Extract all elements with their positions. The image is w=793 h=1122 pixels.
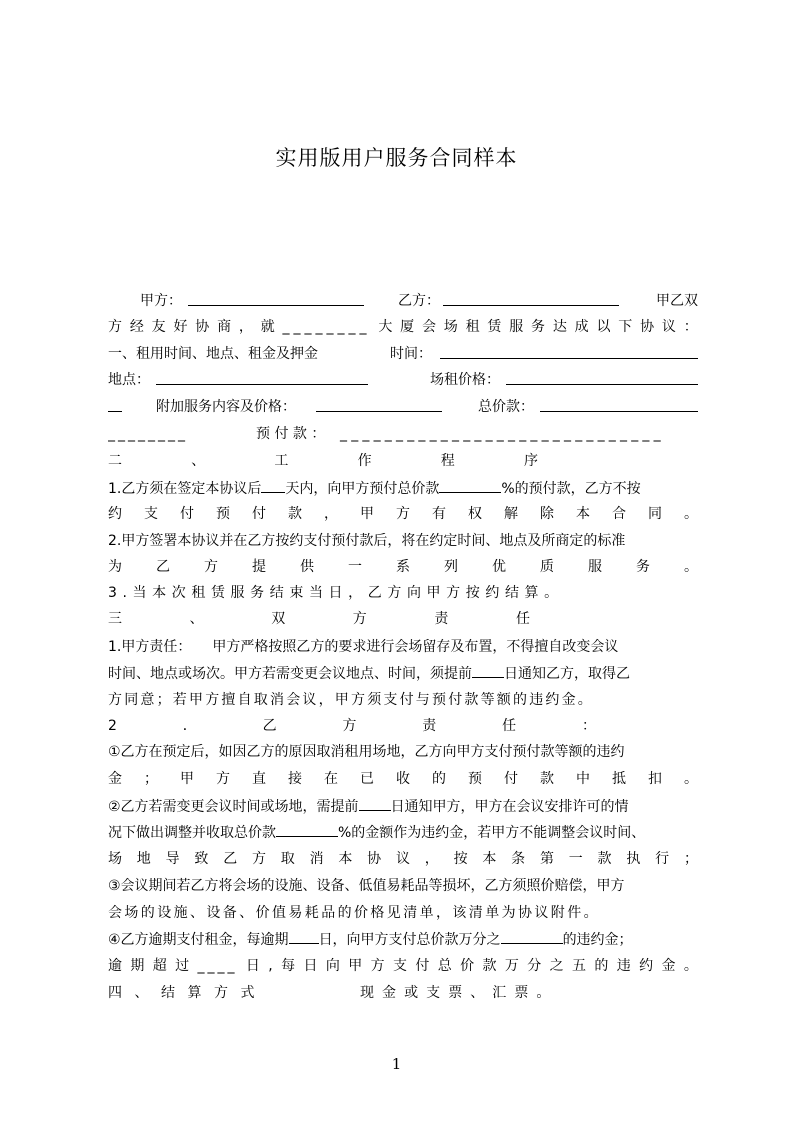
char: 议 (661, 319, 676, 335)
char: 扣 (648, 771, 662, 787)
char: 日 (303, 958, 318, 974)
clause-3-1: 1.甲方责任： 甲方严格按照乙方的要求进行会场留存及布置，不得擅自改变会议 (108, 639, 619, 655)
char: ， (324, 506, 338, 522)
char: 。 (684, 506, 698, 522)
char: 。 (684, 771, 698, 787)
section-3-heading (108, 608, 530, 630)
char: 的 (594, 958, 609, 974)
char: 一 (348, 559, 362, 575)
char: 付 (504, 771, 518, 787)
char: 务 (531, 319, 545, 335)
char: 中 (576, 771, 590, 787)
char: 过 (175, 958, 190, 974)
negotiation-line (108, 316, 698, 338)
clause-2-1 (108, 477, 698, 499)
clause-text: 日，向甲方支付总价款万分之 (318, 932, 501, 948)
char: 约 (108, 506, 122, 522)
char: 方 (352, 611, 367, 627)
price-blank-continued[interactable] (108, 396, 122, 412)
char: 以 (596, 319, 611, 335)
char: ； (144, 771, 158, 787)
char: 期 (130, 958, 145, 974)
char: 责 (422, 718, 437, 734)
char: 达 (552, 319, 567, 335)
char: 有 (432, 506, 446, 522)
clause-3-2-item-2-continued (108, 821, 698, 843)
char: 在 (324, 771, 338, 787)
char: 就 (260, 319, 275, 335)
char: 下 (618, 319, 633, 335)
place-blank[interactable] (156, 369, 368, 385)
char: 本 (482, 851, 497, 867)
party-a-blank[interactable] (188, 290, 364, 306)
char: 议 (395, 851, 410, 867)
clause-text: 时间、地点或场次。甲方若需变更会议地点、时间，须提前 (108, 666, 472, 682)
char: 。 (683, 958, 698, 974)
char: 金 (108, 771, 122, 787)
party-a-label: 甲方： (140, 293, 182, 309)
price-blank[interactable] (506, 369, 698, 385)
char: 消 (309, 851, 324, 867)
char: 第 (539, 851, 554, 867)
section-4-line (108, 982, 698, 1004)
deposit-blank[interactable]: _____________________________ (340, 426, 665, 442)
char: 成 (574, 319, 589, 335)
char: 双 (271, 611, 286, 627)
char: ， (424, 851, 439, 867)
char: 预 (216, 506, 230, 522)
char: 方 (204, 559, 218, 575)
char: 支 (392, 958, 407, 974)
char: 任 (502, 718, 517, 734)
page-number: 1 (391, 1055, 402, 1073)
char: ， (238, 319, 253, 335)
char: 大 (378, 319, 393, 335)
char: 租 (465, 319, 480, 335)
char: 款 (597, 851, 612, 867)
clause-text: 1.乙方须在签定本协议后 (108, 481, 262, 497)
clause-3-1-end: 方同意；若甲方擅自取消会议，甲方须支付与预付款等额的违约金。 (108, 692, 594, 708)
char: 约 (639, 958, 654, 974)
char: 解 (504, 506, 518, 522)
char: 日 (245, 958, 260, 974)
days-blank[interactable] (261, 477, 285, 493)
clause-3-1-continued (108, 662, 698, 684)
char: 付 (252, 506, 266, 522)
char: ； (683, 851, 698, 867)
char: 向 (325, 958, 340, 974)
party-b-blank[interactable] (443, 290, 619, 306)
clause-text: ④乙方逾期支付租金，每逾期 (108, 932, 289, 948)
char: 服 (509, 319, 524, 335)
char: ： (581, 718, 596, 734)
char: 乙 (223, 851, 238, 867)
place-price-line (108, 369, 698, 391)
clause-3-2-item-3: ③会议期间若乙方将会场的设施、设备、低值易耗品等损坏，乙方须照价赔偿，甲方 (108, 878, 625, 894)
char: , (268, 958, 273, 974)
party-b-label: 乙方： (398, 293, 440, 309)
char: 合 (612, 506, 626, 522)
char: 系 (396, 559, 410, 575)
char: 款 (540, 771, 554, 787)
clause-3-2-heading (108, 715, 596, 737)
clause-text: ②乙方若需变更会议时间或场地，需提前 (108, 799, 359, 815)
clause-3-2-item-4-continued (108, 955, 698, 977)
notice-days-blank[interactable] (472, 662, 504, 678)
parties-line (108, 290, 698, 312)
char: 行 (655, 851, 670, 867)
char: 赁 (487, 319, 502, 335)
char: 一 (568, 851, 583, 867)
char: 本 (338, 851, 353, 867)
char: 除 (540, 506, 554, 522)
section-2-heading (108, 450, 538, 472)
clause-3-2-item-1: ①乙方在预定后，如因乙方的原因取消租用场地，乙方向甲方支付预付款等额的违约 (108, 744, 625, 760)
char: 方 (342, 718, 357, 734)
deposit-line (108, 423, 698, 445)
char: 方 (370, 958, 385, 974)
extra-services-blank[interactable] (316, 396, 442, 412)
char: 会 (421, 319, 436, 335)
char: 超 (152, 958, 167, 974)
char: 每 (281, 958, 296, 974)
char: 责 (434, 611, 449, 627)
clause-text: %的金额作为违约金，若甲方不能调整会议时间、 (338, 825, 646, 841)
clause-3-2-item-2-end (108, 848, 698, 870)
char: 已 (360, 771, 374, 787)
char: 三 (108, 611, 122, 627)
char: ： (683, 319, 698, 335)
overdue-days-blank[interactable] (289, 928, 319, 944)
char: 导 (165, 851, 180, 867)
char: 之 (549, 958, 564, 974)
char: 地 (136, 851, 151, 867)
char: 金 (661, 958, 676, 974)
clause-2-1-continued (108, 503, 698, 525)
char: 、 (191, 453, 206, 469)
building-name-blank[interactable]: ________ (282, 319, 371, 335)
char: 、 (189, 611, 204, 627)
char: 列 (444, 559, 458, 575)
char: 协 (640, 319, 655, 335)
char: 预 (468, 771, 482, 787)
char: 抵 (612, 771, 626, 787)
char: 付 (415, 958, 430, 974)
clause-3-2-item-2 (108, 795, 698, 817)
char: 同 (648, 506, 662, 522)
char: 取 (280, 851, 295, 867)
deposit-label: 预 付 款 ： (256, 426, 326, 442)
char: 工 (274, 453, 289, 469)
total-price-blank-continued[interactable]: ________ (108, 426, 188, 442)
char: 价 (460, 958, 475, 974)
char: 程 (440, 453, 455, 469)
char: 好 (173, 319, 188, 335)
char: 二 (108, 453, 122, 469)
clause-text: 的违约金； (562, 932, 633, 948)
char: 致 (194, 851, 209, 867)
clause-3-2-item-3-continued: 会场的设施、设备、价值易耗品的价格见清单，该清单为协议附件。 (108, 905, 600, 921)
char: 序 (523, 453, 538, 469)
char: 乙 (156, 559, 170, 575)
char: 款 (288, 506, 302, 522)
char: 场 (108, 851, 122, 867)
char: 协 (367, 851, 382, 867)
char: 场 (443, 319, 458, 335)
clause-3-2-item-1-continued (108, 768, 698, 790)
char: 为 (108, 559, 122, 575)
char: 直 (252, 771, 266, 787)
both-parties-text: 甲乙双 (656, 293, 698, 309)
section-1-heading-line (108, 343, 698, 365)
char: 作 (357, 453, 372, 469)
clause-2-3: 3.当本次租赁服务结束当日，乙方向甲方按约结算。 (108, 585, 564, 601)
time-blank[interactable] (440, 343, 698, 359)
char: 甲 (180, 771, 194, 787)
char: 乙 (262, 718, 277, 734)
char: 总 (437, 958, 452, 974)
char: 按 (453, 851, 468, 867)
char: 逾 (108, 958, 122, 974)
price-label: 场租价格： (430, 372, 500, 388)
clause-2-2-continued (108, 556, 698, 578)
place-label: 地点： (108, 372, 150, 388)
time-label: 时间： (390, 346, 432, 362)
clause-2-2: 2.甲方签署本协议并在乙方按约支付预付款后，将在约定时间、地点及所商定的标准 (108, 533, 626, 549)
char: 的 (432, 771, 446, 787)
clause-text: %的预付款，乙方不按 (501, 481, 641, 497)
char: 任 (515, 611, 530, 627)
char: 支 (144, 506, 158, 522)
char: 方 (108, 319, 122, 335)
char: 违 (616, 958, 631, 974)
char: 方 (251, 851, 266, 867)
char: 2 (108, 718, 117, 734)
char: 权 (468, 506, 482, 522)
char: 收 (396, 771, 410, 787)
clause-text: 日通知乙方，取得乙 (504, 666, 630, 682)
char: 付 (180, 506, 194, 522)
total-price-label: 总价款： (478, 399, 534, 415)
total-price-blank[interactable] (540, 396, 698, 412)
char: 优 (492, 559, 506, 575)
char: 方 (216, 771, 230, 787)
char: 。 (684, 559, 698, 575)
char: 甲 (360, 506, 374, 522)
percent-blank[interactable] (439, 477, 501, 493)
clause-text: 日通知甲方，甲方在会议安排许可的情 (390, 799, 629, 815)
section-1-heading: 一、租用时间、地点、租金及押金 (108, 346, 318, 362)
char: 分 (527, 958, 542, 974)
char: 本 (576, 506, 590, 522)
char: 执 (626, 851, 641, 867)
clause-3-2-item-4 (108, 928, 698, 950)
extra-services-line (108, 396, 698, 418)
char: 友 (151, 319, 166, 335)
clause-text: 况下做出调整并收取总价款 (108, 825, 276, 841)
char: 质 (540, 559, 554, 575)
char: 万 (504, 958, 519, 974)
change-notice-days-blank[interactable] (359, 795, 391, 811)
char: 接 (288, 771, 302, 787)
clause-text: 天内，向甲方预付总价款 (285, 481, 440, 497)
char: 款 (482, 958, 497, 974)
char: 商 (217, 319, 232, 335)
overdue-limit-blank[interactable]: ____ (197, 958, 238, 974)
char: 提 (252, 559, 266, 575)
char: 务 (636, 559, 650, 575)
extra-services-label: 附加服务内容及价格： (156, 399, 296, 415)
char: 方 (396, 506, 410, 522)
char: 五 (571, 958, 586, 974)
char: 条 (511, 851, 526, 867)
char: 厦 (400, 319, 415, 335)
penalty-percent-blank[interactable] (276, 821, 338, 837)
char: 经 (129, 319, 144, 335)
overdue-rate-blank[interactable] (501, 928, 563, 944)
char: ． (182, 718, 197, 734)
section-4-heading: 四、结算方式 (108, 985, 267, 1001)
char: 甲 (348, 958, 363, 974)
char: 供 (300, 559, 314, 575)
char: 服 (588, 559, 602, 575)
page-title: 实用版用户服务合同样本 (275, 146, 518, 170)
settlement-methods: 现 金 或 支 票 、 汇 票 。 (360, 985, 553, 1001)
char: 协 (195, 319, 210, 335)
